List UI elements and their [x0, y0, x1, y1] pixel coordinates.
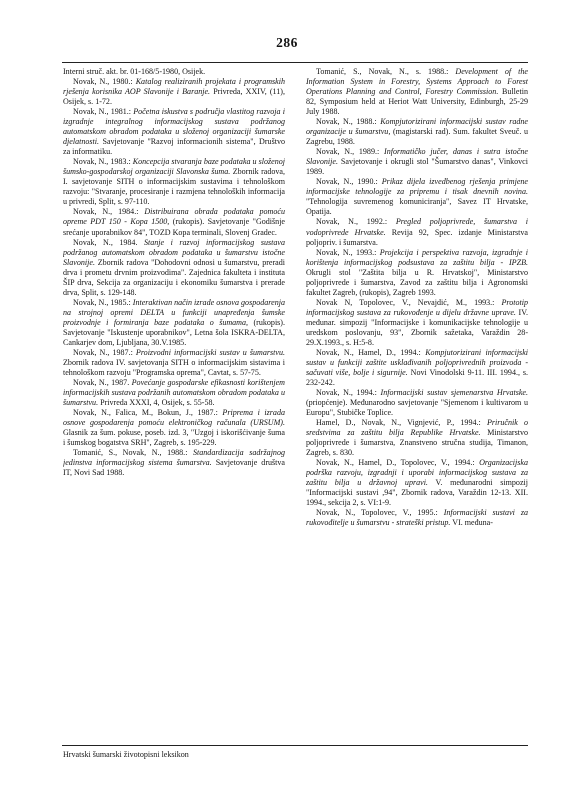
entry-title: Interaktivan način izrade osnova gospodarenja na strojnoj opremi DELTA u funkciji unapređenja šumske proizvodnje i formiranja baze podataka o šumama,: [63, 297, 285, 327]
entry-author: Novak, N., 1987.: [73, 377, 132, 387]
left-column: [63, 67, 285, 741]
entry-author: Hamel, D., Novak, N., Vignjević, P., 1994.:: [316, 418, 487, 428]
entry-details: VI. međuna-: [450, 518, 493, 528]
entry-details: Glasnik za šum. pokuse, poseb. izd. 3, "Uzgoj i iskorišćivanje šuma i šumskog bogatstva SRH", Zagreb, s. 195-229.: [63, 428, 285, 448]
entry-title: Kompjutorizirani informacijski sustav radne organizacije u šumarstvu,: [306, 117, 528, 137]
entry-details: Savjetovanje "Razvoj informacionih sistema", Društvo za informatiku.: [63, 137, 285, 157]
entry-author: Novak, N., 1987.:: [73, 347, 136, 357]
entry-title: Projekcija i perspektiva razvoja, izgradnje i korištenja informacijskog podsustava za zaštitu bilja - IPZB.: [306, 247, 528, 267]
entry-author: Novak, N., Topolovec, V., 1995.:: [316, 508, 444, 518]
entry-details: (priopćenje). Međunarodno savjetovanje "Sjemenom i kultivarom u Europu", Stubičke Toplice.: [306, 398, 528, 418]
bibliography-entry: [63, 207, 285, 237]
entry-title: Proizvodni informacijski sustav u šumarstvu.: [135, 347, 285, 357]
entry-details: Ministarstvo poljoprivrede i šumarstva, Znanstveno stručna studija, Timanon, Zagreb, s. 830.: [306, 428, 528, 458]
entry-author: Novak, N., 1989.:: [316, 147, 385, 157]
bibliography-entry: [306, 177, 528, 217]
bibliography-entry: [63, 107, 285, 157]
entry-title: Prikaz dijela izvedbenog rješenja primjene informacijske tehnologije za pripremu i tisak dnevnih novina.: [306, 177, 528, 197]
bibliography-entry: [63, 77, 285, 107]
bibliography-entry: [63, 408, 285, 448]
entry-author: Novak, N., 1984.:: [73, 207, 145, 217]
entry-details: Privreda XXXI, 4, Osijek, s. 55-58.: [98, 398, 215, 408]
entry-title: Informacijski sustavi za rukovođitelje u šumarstvu - strateški pristup.: [306, 508, 528, 528]
entry-details: (rukopis). Savjetovanje "Godišnje srećanje uporabnikov 84", TOZD Kopa terminali, Slovenj Gradec.: [63, 217, 285, 237]
entry-author: Tomanić, S., Novak, N., 1988.:: [73, 448, 193, 458]
entry-details: IV. međunar. simpozij "Informacijske i komunikacijske tehnologije u uredskom poslovanju, 93", Zbornik sažetaka, Varaždin 28-29.X.1993., s. H:5-8.: [306, 307, 528, 347]
entry-author: Novak, N., 1980.:: [73, 77, 136, 87]
entry-title: Početna iskustva s područja vlastitog razvoja i izgradnje integralnog informacijskog sustava podržanog automatskom obradom podataka u složenoj organizaciji šumarske djelatnosti.: [63, 107, 285, 147]
footer-rule: [62, 745, 528, 746]
entry-title: Katalog realiziranih projekata i programskih rješenja korisnika AOP Slavonije i Baranje.: [63, 77, 285, 97]
bibliography-entry: [63, 157, 285, 207]
entry-title: Kompjutorizirani informacijski sustav u funkciji zaštite usklađivanih poljoprivrednih proizvoda - sačuvati više, bolje i sigurnije.: [306, 347, 528, 377]
entry-author: Novak, N., 1983.:: [73, 157, 133, 167]
entry-details: (rukopis). Savjetovanje "Iskustenje uporabnikov", Letna šola ISKRA-DELTA, Cankarjev dom, Ljubljana, 30.V.1985.: [63, 317, 285, 347]
entry-author: Novak, N., 1981.:: [73, 107, 134, 117]
bibliography-entry: [306, 388, 528, 418]
entry-title: Informatičko jučer, danas i sutra istočne Slavonije.: [306, 147, 528, 167]
entry-details: Savjetovanje društva IT, Novi Sad 1988.: [63, 458, 285, 478]
bibliography-entry: [306, 117, 528, 147]
entry-title: Koncepcija stvaranja baze podataka u složenoj šumsko-gospodarskoj organizaciji Slavonska šuma.: [63, 157, 285, 177]
bibliography-entry: [306, 418, 528, 458]
entry-title: Standardizacija sadržajnog jedinstva informacijskog sistema šumarstva.: [63, 448, 285, 468]
entry-author: Novak, N., Falica, M., Bokun, J., 1987.:: [73, 408, 223, 418]
entry-title: Povećanje gospodarske efikasnosti korištenjem informacijskih sustava podržanih automatskom obradom podataka u šumarstvu.: [63, 377, 285, 408]
entry-details: "Tehnologija suvremenog komuniciranja", Savez IT Hrvatske, Opatija.: [306, 197, 528, 217]
entry-author: Novak, N., 1984.: [73, 237, 144, 247]
entry-details: Privreda, XXIV, (11), Osijek, s. 1-72.: [63, 87, 285, 107]
entry-details: Zbornik radova "Dohodovni odnosi u šumarstvu, preradi drva i prometu drvnim proizvodima". Zajednica fakulteta i instituta ŠIP drva, Sekcija za organizaciju i ekonomiku šumarstva i prerade drva, Split, s. 129-148.: [63, 257, 285, 297]
entry-title: Pregled poljoprivrede, šumarstva i vodoprivrede Hrvatske.: [306, 217, 528, 237]
bibliography-entry: [306, 348, 528, 388]
entry-details: (magistarski rad). Sum. fakultet Sveuč. u Zagrebu, 1988.: [306, 127, 528, 147]
bibliography-entry: [63, 378, 285, 408]
entry-author: Novak, N., 1990.:: [316, 177, 382, 187]
entry-title: Prototip informacijskog sustava za rukovođenje u dijelu državne uprave.: [306, 297, 528, 317]
entry-author: Novak, N., 1985.:: [73, 297, 133, 307]
entry-title: Priručnik o sredstvima za zaštitu bilja Republike Hrvatske.: [306, 418, 528, 438]
entry-details: Novi Vinodolski 9-11. III. 1994., s. 232-242.: [306, 367, 528, 387]
footer-title: Hrvatski šumarski životopisni leksikon: [63, 750, 189, 759]
bibliography-entry: [306, 147, 528, 177]
bibliography-entry: [63, 238, 285, 298]
entry-details: V. međunarodni simpozij "Informacijski sustavi ,94", Zbornik radova, Varaždin 12-13. XII. 1994., sekcija 2, s. VI:1-9.: [306, 478, 528, 508]
entry-title: Stanje i razvoj informacijskog sustava podržanog automatskom obradom podataka u šumarstvu istočne Slavonije.: [63, 237, 285, 267]
bibliography-entry: [63, 448, 285, 478]
bibliography-entry: [306, 248, 528, 298]
entry-details: Okrugli stol "Zaštita bilja u R. Hrvatskoj", Ministarstvo poljoprivrede i šumarstva, Zavod za zaštitu bilja i Agronomski fakultet Zagreb, (rukopis), Zagreb 1993.: [306, 267, 528, 297]
bibliography-entry: [306, 67, 528, 117]
bibliography-entry: [306, 217, 528, 247]
entry-details: Revija 92, Spec. izdanje Ministarstva poljopriv. i šumarstva.: [306, 227, 528, 247]
entry-author: Novak, N., 1988.:: [316, 117, 381, 127]
entry-author: Novak, N., 1992.:: [316, 217, 396, 227]
right-column: [306, 67, 528, 741]
entry-details: Savjetovanje i okrugli stol "Šumarstvo danas", Vinkovci 1989.: [306, 157, 528, 177]
entry-author: Novak N, Topolovec, V., Nevajdić, M., 1993.:: [316, 297, 502, 307]
entry-title: Priprema i izrada osnove gospodarenja pomoću elektroničkog računala (URSUM).: [63, 408, 285, 428]
entry-details: Bulletin 82, Symposium held at Heriot Watt University, Edinburgh, 25-29 July 1988.: [306, 87, 528, 117]
header-rule: [62, 62, 528, 63]
bibliography-entry: [63, 67, 285, 77]
entry-details: Zbornik radova, I. savjetovanje SITH o informacijskim sustavima i tehnološkom razvoju: "Stvaranje, procesiranje i razmjena tehnoloških informacija u privredi, Split, s. 97-110.: [63, 167, 285, 207]
entry-title: Development of the Information System in Forestry, Systems Approach to Forest Operations Planning and Control, Forestry Commission.: [306, 67, 528, 97]
entry-author: Novak, N., 1994.:: [316, 388, 381, 397]
entry-author: Tomanić, S., Novak, N., s. 1988.:: [316, 67, 456, 76]
bibliography-entry: [306, 508, 528, 528]
entry-author: Novak, N., Hamel, D., Topolovec, V., 1994.:: [316, 458, 480, 468]
bibliography-entry: [306, 298, 528, 348]
entry-title: Distribuirana obrada podataka pomoću opreme PDT 150 - Kopa 1500,: [63, 207, 285, 227]
bibliography-entry: [63, 348, 285, 378]
entry-title: Informacijski sustav sjemenarstva Hrvatske.: [380, 388, 528, 397]
entry-title: Organizacijska podrška razvoju, izgradnji i uporabi informacijskog sustava za zaštitu bilja u državnoj upravi.: [306, 458, 528, 488]
bibliography-entry: [306, 458, 528, 508]
page-number: 286: [276, 35, 298, 50]
entry-details: Zbornik radova IV. savjetovanja SITH o informacijskim sistavima i tehnološkom razvoju "Programska oprema", Cavtat, s. 57-75.: [63, 357, 285, 377]
bibliography-entry: [63, 298, 285, 348]
entry-author: Novak, N., 1993.:: [316, 247, 380, 257]
entry-details: Interni struč. akt. br. 01-168/5-1980, Osijek.: [63, 67, 206, 76]
entry-author: Novak, N., Hamel, D., 1994.:: [316, 347, 426, 357]
